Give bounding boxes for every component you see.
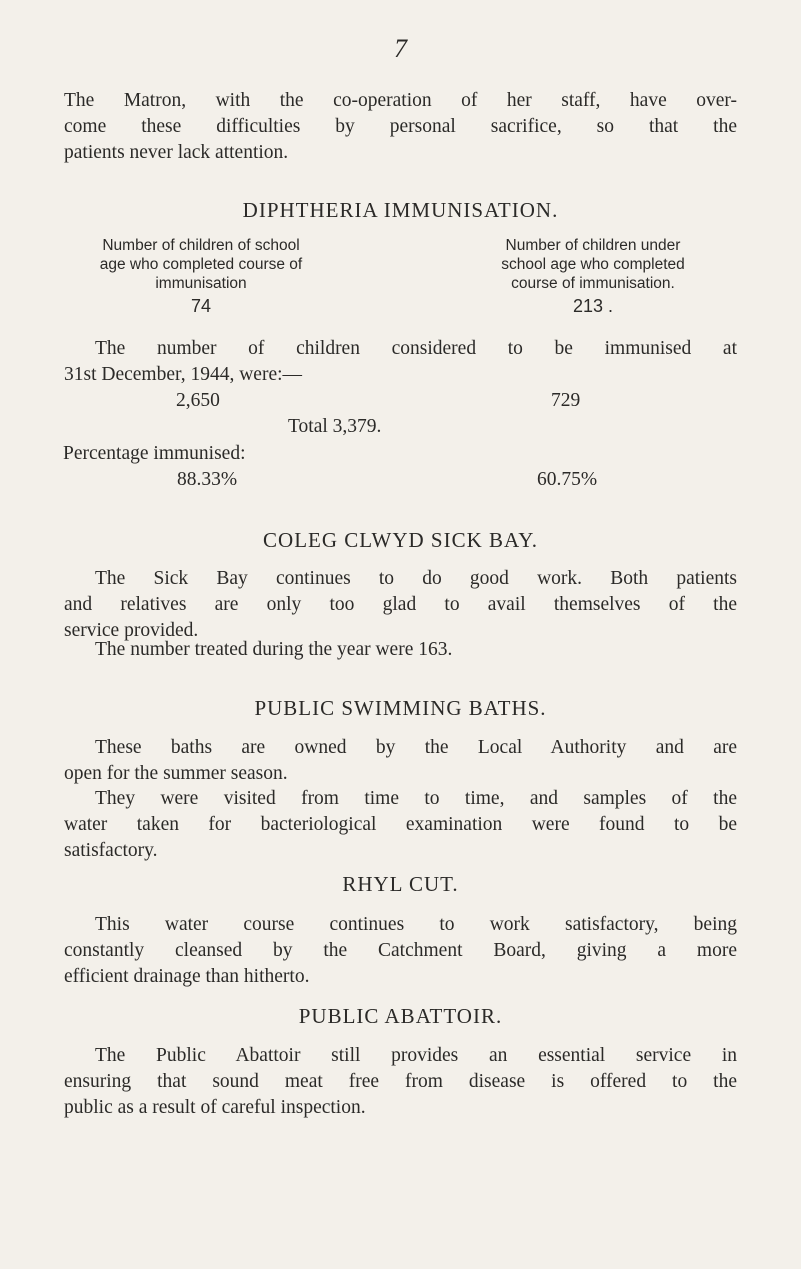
column-label-line: Number of children under <box>505 237 681 254</box>
abattoir-line: ensuring that sound meat free from disease is offered to the <box>64 1071 737 1092</box>
abattoir-paragraph <box>64 1043 737 1121</box>
intro-line: The Matron, with the co-operation of her staff, have over- <box>64 90 737 111</box>
column-label-line: age who completed course of <box>99 256 303 273</box>
swimming-baths-heading: PUBLIC SWIMMING BATHS. <box>254 696 547 720</box>
column-label-line: immunisation <box>155 275 247 292</box>
considered-under-school-age-count: 729 <box>551 390 581 411</box>
swimming-paragraph-2 <box>64 786 737 864</box>
considered-paragraph <box>64 336 737 388</box>
rhyl-line: efficient drainage than hitherto. <box>64 966 310 987</box>
page-number: 7 <box>394 34 407 63</box>
rhyl-line: constantly cleansed by the Catchment Board, giving a more <box>64 940 737 961</box>
swimming-line: water taken for bacteriological examination were found to be <box>64 814 737 835</box>
school-age-value: 74 <box>190 296 212 316</box>
percentage-school-age: 88.33% <box>177 469 238 490</box>
under-school-age-value: 213 . <box>572 296 614 316</box>
school-age-column-label <box>60 236 342 293</box>
coleg-line: The Sick Bay continues to do good work. Both patients <box>95 568 737 589</box>
considered-line: The number of children considered to be immunised at <box>95 338 737 359</box>
coleg-paragraph <box>64 566 737 644</box>
intro-paragraph <box>64 88 737 166</box>
swimming-line: satisfactory. <box>64 840 158 861</box>
swimming-line: open for the summer season. <box>64 763 288 784</box>
coleg-line: service provided. <box>64 620 199 641</box>
diphtheria-heading: DIPHTHERIA IMMUNISATION. <box>242 198 559 222</box>
considered-total: Total 3,379. <box>288 416 382 437</box>
intro-line: come these difficulties by personal sacrifice, so that the <box>64 116 737 137</box>
column-label-line: Number of children of school <box>102 237 300 254</box>
intro-line: patients never lack attention. <box>64 142 289 163</box>
coleg-clwyd-heading: COLEG CLWYD SICK BAY. <box>263 528 538 552</box>
rhyl-cut-heading: RHYL CUT. <box>342 872 459 896</box>
swimming-paragraph-1 <box>64 735 737 787</box>
swimming-line: They were visited from time to time, and samples of the <box>95 788 737 809</box>
swimming-line: These baths are owned by the Local Authority and are <box>95 737 737 758</box>
considered-school-age-count: 2,650 <box>176 390 220 411</box>
abattoir-line: The Public Abattoir still provides an essential service in <box>95 1045 737 1066</box>
column-label-line: course of immunisation. <box>511 275 675 292</box>
column-label-line: school age who completed <box>501 256 685 273</box>
under-school-age-column-label <box>438 236 748 293</box>
percentage-under-school-age: 60.75% <box>537 469 598 490</box>
rhyl-cut-paragraph <box>64 912 737 990</box>
public-abattoir-heading: PUBLIC ABATTOIR. <box>298 1004 503 1028</box>
coleg-treated-count: The number treated during the year were 163. <box>95 639 453 660</box>
rhyl-line: This water course continues to work satisfactory, being <box>95 914 737 935</box>
coleg-line: and relatives are only too glad to avail themselves of the <box>64 594 737 615</box>
abattoir-line: public as a result of careful inspection. <box>64 1097 366 1118</box>
percentage-label: Percentage immunised: <box>63 443 246 464</box>
considered-line: 31st December, 1944, were:— <box>64 364 303 385</box>
